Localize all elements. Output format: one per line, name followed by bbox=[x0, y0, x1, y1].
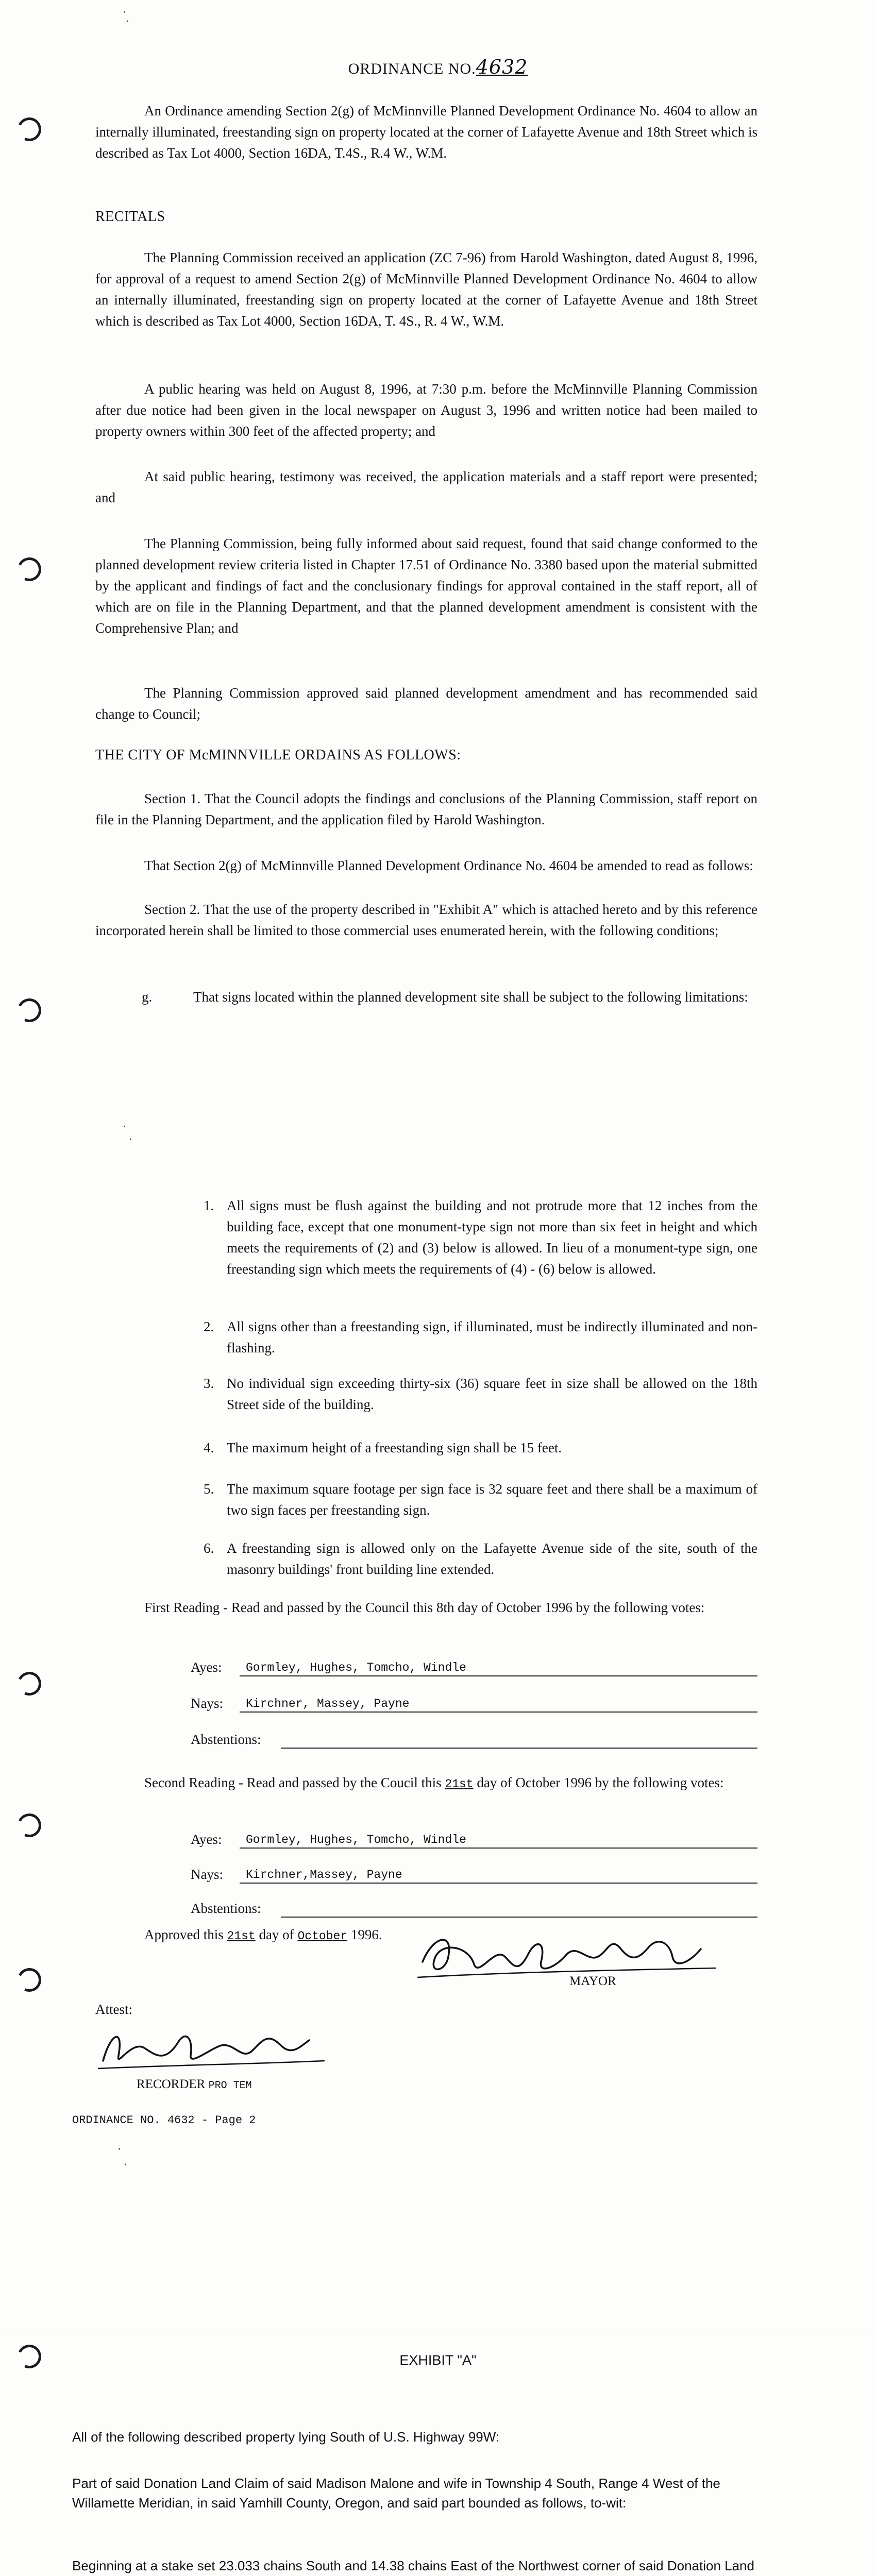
scan-speck: · bbox=[123, 1121, 126, 1133]
ordains-heading: THE CITY OF McMINNVILLE ORDAINS AS FOLLOWS: bbox=[95, 747, 461, 763]
recital-paragraph: A public hearing was held on August 8, 1996, at 7:30 p.m. before the McMinnville Planning Commission after due notice had been given in the local newspaper on August 3, 1996 and written notice had been mailed to property owners within 300 feet of the affected property; and bbox=[95, 381, 757, 439]
exhibit-paragraph: Part of said Donation Land Claim of said Madison Malone and wife in Township 4 South, Range 4 West of the Willamette Meridian, in said Yamhill County, Oregon, and said part bounded as follows, to-wit: bbox=[72, 2476, 720, 2511]
second-reading-prefix: Second Reading - Read and passed by the Coucil this bbox=[144, 1775, 442, 1790]
condition-number: 4. bbox=[204, 1440, 214, 1455]
punch-hole-icon bbox=[14, 2342, 45, 2372]
abstentions-label: Abstentions: bbox=[191, 1732, 261, 1747]
recitals-heading: RECITALS bbox=[95, 209, 165, 225]
approved-prefix: Approved this bbox=[144, 1927, 224, 1942]
recital-paragraph: The Planning Commission, being fully informed about said request, found that said change conformed to the planned development review criteria listed in Chapter 17.51 of Ordinance No. 3380 based upon the material submitted by the applicant and findings of fact and the conclusionary findings for approval contained in the staff report, all of which are on file in the Planning Department, and that the planned development amendment is consistent with the Comprehensive Plan; and bbox=[95, 536, 757, 636]
ordinance-title-prefix: ORDINANCE NO. bbox=[348, 60, 476, 77]
nays-value: Kirchner, Massey, Payne bbox=[246, 1697, 410, 1710]
approved-year: 1996. bbox=[350, 1927, 382, 1942]
condition-number: 5. bbox=[204, 1481, 214, 1497]
abstentions-line bbox=[281, 1731, 757, 1749]
mayor-signature-scribble-icon bbox=[412, 1926, 721, 1988]
ayes-row bbox=[191, 1655, 757, 1679]
recorder-signature-scribble-icon bbox=[88, 2020, 356, 2081]
ayes-value: Gormley, Hughes, Tomcho, Windle bbox=[246, 1661, 466, 1674]
ayes-label: Ayes: bbox=[191, 1832, 222, 1847]
scan-speck: · bbox=[123, 6, 126, 19]
nays-line bbox=[240, 1866, 757, 1884]
recorder-suffix: PRO TEM bbox=[208, 2080, 252, 2092]
condition-text: A freestanding sign is allowed only on the Lafayette Avenue side of the site, south of the masonry buildings' front building line extended. bbox=[227, 1540, 757, 1577]
ayes-line bbox=[240, 1659, 757, 1676]
nays-row bbox=[191, 1691, 757, 1715]
condition-text: The maximum height of a freestanding sign shall be 15 feet. bbox=[227, 1440, 562, 1455]
punch-hole-icon bbox=[14, 114, 45, 145]
exhibit-page bbox=[0, 2329, 876, 2576]
scan-speck: · bbox=[124, 2159, 127, 2172]
abstentions-line bbox=[281, 1900, 757, 1918]
condition-text: All signs must be flush against the building and not protrude more that 12 inches from the building face, except that one monument-type sign not more than six feet in height and which meets the requirements of (2) and (3) below is allowed. In lieu of a monument-type sign, one freestanding sign which meets the requirements of (4) - (6) below is allowed. bbox=[227, 1198, 757, 1277]
abstentions-row bbox=[191, 1896, 757, 1920]
approved-month: October bbox=[297, 1929, 348, 1943]
exhibit-paragraph: All of the following described property lying South of U.S. Highway 99W: bbox=[72, 2429, 500, 2445]
nays-label: Nays: bbox=[191, 1696, 223, 1711]
condition-number: 2. bbox=[204, 1319, 214, 1334]
section-1-paragraph: Section 1. That the Council adopts the findings and conclusions of the Planning Commission, staff report on file in the Planning Department, and the application filed by Harold Washington. bbox=[95, 791, 757, 827]
scan-speck: · bbox=[117, 2143, 121, 2156]
condition-text: The maximum square footage per sign face is 32 square feet and there shall be a maximum of two sign faces per freestanding sign. bbox=[227, 1481, 757, 1518]
condition-text: All signs other than a freestanding sign, if illuminated, must be indirectly illuminated and non-flashing. bbox=[227, 1319, 757, 1355]
first-reading-paragraph: First Reading - Read and passed by the Council this 8th day of October 1996 by the following votes: bbox=[144, 1600, 705, 1615]
ayes-label: Ayes: bbox=[191, 1659, 222, 1675]
second-reading-day: 21st bbox=[445, 1777, 474, 1791]
recital-paragraph: The Planning Commission received an application (ZC 7-96) from Harold Washington, dated August 8, 1996, for approval of a request to amend Section 2(g) of McMinnville Planned Development Ordinance No. 4604 to allow an internally illuminated, freestanding sign on property located at the corner of Lafayette Avenue and 18th Street which is described as Tax Lot 4000, Section 16DA, T. 4S., R. 4 W., W.M. bbox=[95, 250, 757, 329]
ordinance-intro: An Ordinance amending Section 2(g) of McMinnville Planned Development Ordinance No. 4604 to allow an internally illuminated, freestanding sign on property located at the corner of Lafayette Avenue and 18th Street which is described as Tax Lot 4000, Section 16DA, T.4S., R.4 W., W.M. bbox=[95, 103, 757, 161]
recorder-label-line bbox=[137, 2074, 394, 2096]
mayor-label: MAYOR bbox=[569, 1974, 616, 1988]
punch-hole-icon bbox=[14, 1669, 45, 1699]
second-reading-paragraph bbox=[95, 1772, 757, 1795]
ayes-value: Gormley, Hughes, Tomcho, Windle bbox=[246, 1833, 466, 1846]
mayor-signature bbox=[412, 1926, 721, 1988]
punch-hole-icon bbox=[14, 554, 45, 585]
section-2-paragraph: Section 2. That the use of the property described in "Exhibit A" which is attached hereto and by this reference incorporated herein shall be limited to those commercial uses enumerated herein, with the following conditions; bbox=[95, 902, 757, 938]
nays-line bbox=[240, 1695, 757, 1713]
exhibit-title: EXHIBIT "A" bbox=[399, 2352, 477, 2368]
condition-number: 1. bbox=[204, 1198, 214, 1213]
ayes-line bbox=[240, 1831, 757, 1849]
approved-mid: day of bbox=[259, 1927, 294, 1942]
ayes-row bbox=[191, 1827, 757, 1851]
condition-number: 6. bbox=[204, 1540, 214, 1556]
legal-description: Beginning at a stake set 23.033 chains South and 14.38 chains East of the Northwest corner of said Donation Land bbox=[72, 2558, 754, 2573]
abstentions-label: Abstentions: bbox=[191, 1901, 261, 1916]
ordinance-number-handwritten: 4632 bbox=[476, 56, 528, 78]
amend-paragraph: That Section 2(g) of McMinnville Planned Development Ordinance No. 4604 be amended to read as follows: bbox=[144, 858, 753, 873]
condition-number: 3. bbox=[204, 1376, 214, 1391]
abstentions-row bbox=[191, 1727, 757, 1751]
item-g-text: That signs located within the planned development site shall be subject to the following limitations: bbox=[193, 989, 748, 1005]
punch-hole-icon bbox=[14, 1810, 45, 1841]
attest-label: Attest: bbox=[95, 2002, 132, 2017]
second-reading-suffix: day of October 1996 by the following votes: bbox=[477, 1775, 724, 1790]
ordinance-title bbox=[93, 57, 783, 79]
approved-day: 21st bbox=[227, 1929, 256, 1943]
condition-text: No individual sign exceeding thirty-six (36) square feet in size shall be allowed on the 18th Street side of the building. bbox=[227, 1376, 757, 1412]
nays-row bbox=[191, 1862, 757, 1886]
item-g-marker: g. bbox=[142, 989, 153, 1005]
recorder-label: RECORDER bbox=[137, 2077, 206, 2091]
nays-value: Kirchner,Massey, Payne bbox=[246, 1868, 402, 1882]
punch-hole-icon bbox=[14, 995, 45, 1026]
scan-speck: · bbox=[126, 15, 129, 28]
nays-label: Nays: bbox=[191, 1867, 223, 1882]
punch-hole-icon bbox=[14, 1965, 45, 1995]
recorder-signature bbox=[88, 2020, 356, 2081]
recital-paragraph: The Planning Commission approved said planned development amendment and has recommended said change to Council; bbox=[95, 685, 757, 722]
recital-paragraph: At said public hearing, testimony was received, the application materials and a staff report were presented; and bbox=[95, 469, 757, 505]
page-footer: ORDINANCE NO. 4632 - Page 2 bbox=[72, 2114, 256, 2127]
scan-speck: · bbox=[129, 1133, 132, 1146]
